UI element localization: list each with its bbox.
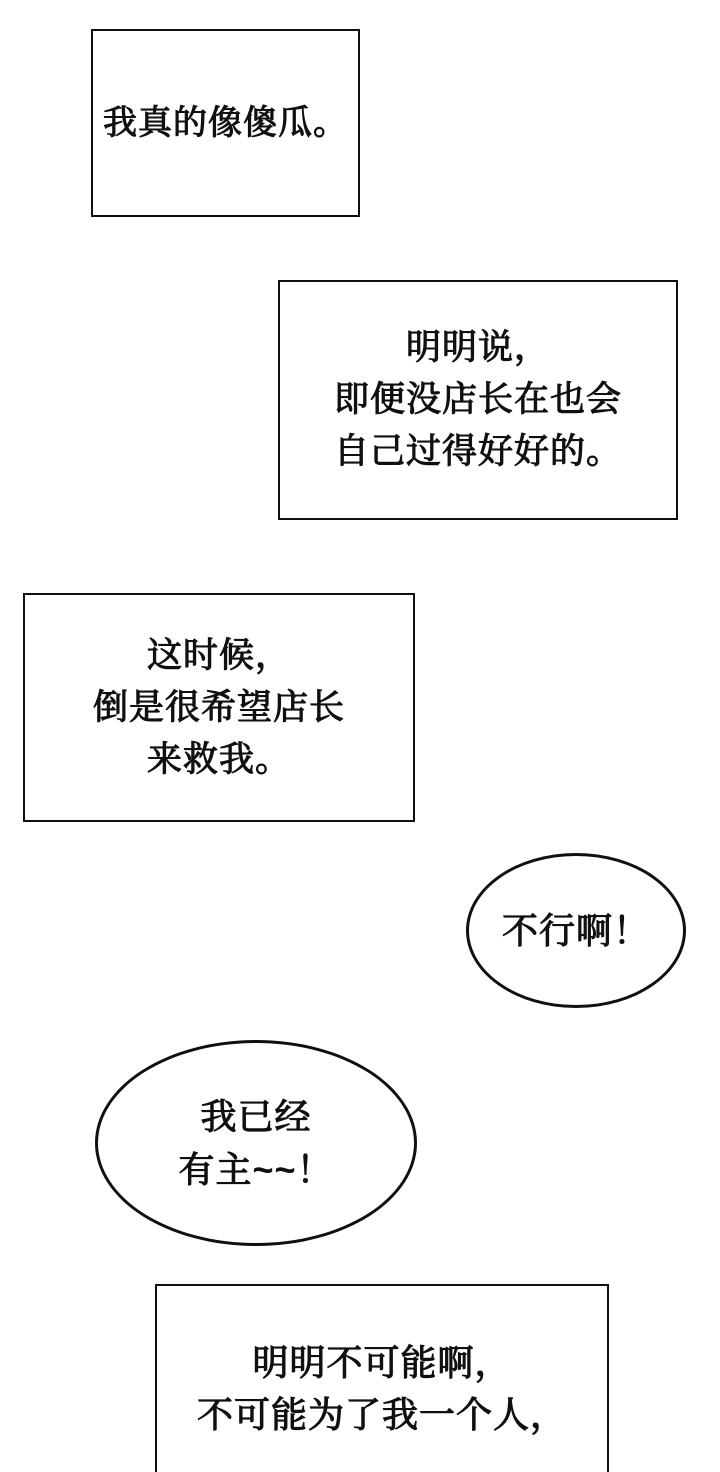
speech-line: 不行啊！ — [501, 909, 650, 951]
caption-line: 自己过得好好的。 — [333, 432, 622, 471]
caption-box-3 — [23, 593, 415, 822]
caption-line: 即便没店长在也会 — [333, 380, 622, 419]
caption-line: 我真的像傻瓜。 — [103, 104, 348, 142]
caption-box-1 — [91, 29, 360, 217]
caption-line: 不可能为了我一个人， — [196, 1394, 567, 1435]
speech-line: 有主~~！ — [178, 1149, 334, 1190]
speech-bubble-2 — [95, 1040, 417, 1246]
caption-line: 这时候， — [146, 635, 291, 675]
caption-box-4 — [155, 1284, 609, 1472]
caption-line: 明明不可能啊， — [252, 1342, 512, 1383]
caption-line: 倒是很希望店长 — [92, 687, 345, 727]
caption-line: 来救我。 — [146, 739, 291, 779]
caption-line: 明明说， — [405, 328, 550, 367]
speech-bubble-1 — [466, 853, 686, 1008]
caption-box-2 — [278, 280, 678, 520]
speech-line: 我已经 — [200, 1096, 312, 1137]
